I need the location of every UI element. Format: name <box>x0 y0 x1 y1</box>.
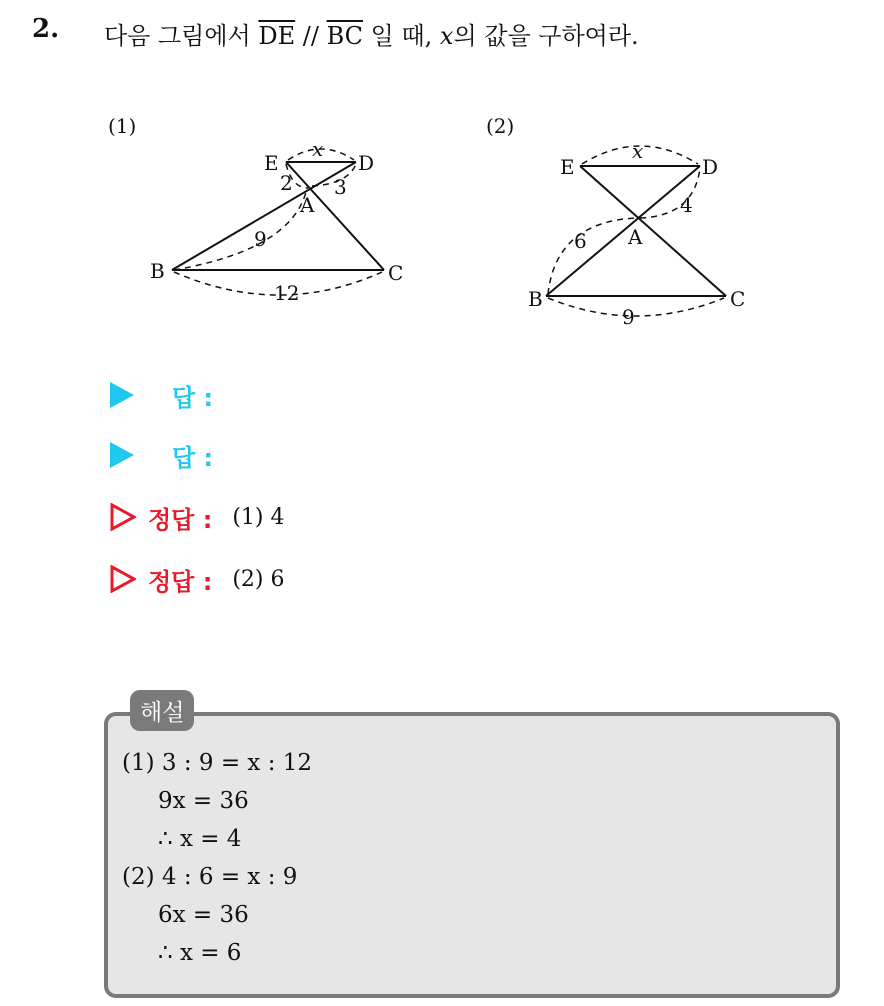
solution-line-1: (1) 3 : 9 = x : 12 <box>122 750 313 776</box>
answer-row-2 <box>110 438 213 472</box>
figure-2-diagram <box>0 0 884 400</box>
point-e-1: E <box>264 151 279 175</box>
key-label-1: 정답 : <box>148 505 213 534</box>
question-text-before: 다음 그림에서 <box>104 22 259 50</box>
parallel-symbol: // <box>295 22 327 50</box>
point-e-2: E <box>560 155 575 179</box>
point-a-1: A <box>300 193 315 217</box>
solution-line-3: ∴ x = 4 <box>158 826 242 852</box>
point-d-2: D <box>702 155 719 179</box>
answer-label-2: 답 : <box>172 443 214 472</box>
length-ed-2: x <box>632 139 644 163</box>
length-ed-1: x <box>312 137 324 161</box>
answer-label-1: 답 : <box>172 383 214 412</box>
key-row-1 <box>110 500 284 534</box>
length-bc-1: 12 <box>274 281 300 305</box>
point-b-2: B <box>528 287 543 311</box>
length-bc-2: 9 <box>622 305 635 329</box>
solution-tab: 해설 <box>130 690 194 731</box>
outline-triangle-icon <box>110 565 136 593</box>
play-marker-icon <box>110 382 134 408</box>
solution-line-4: (2) 4 : 6 = x : 9 <box>122 864 298 890</box>
point-a-2: A <box>628 225 643 249</box>
length-ad-2: 4 <box>680 193 693 217</box>
point-c-2: C <box>730 287 746 311</box>
key-label-2: 정답 : <box>148 567 213 596</box>
answer-row-1 <box>110 378 213 412</box>
key-value-2: (2) 6 <box>232 566 285 592</box>
solution-line-5: 6x = 36 <box>158 902 249 928</box>
outline-triangle-icon <box>110 503 136 531</box>
play-marker-icon <box>110 442 134 468</box>
key-row-2 <box>110 562 284 596</box>
key-value-1: (1) 4 <box>232 504 285 530</box>
segment-de: $\overline{DE}$ <box>258 22 296 50</box>
segment-ec-2 <box>580 166 726 296</box>
segment-bc: $\overline{BC}$ <box>326 22 364 50</box>
length-ad-1: 3 <box>334 175 347 199</box>
figure-2-label: (2) <box>486 114 515 138</box>
length-ba-2: 6 <box>574 229 587 253</box>
segment-db-2 <box>546 166 700 296</box>
point-b-1: B <box>150 259 165 283</box>
length-ba-1: 9 <box>254 227 267 251</box>
dash-arc-bc-2 <box>548 298 724 316</box>
variable-x: x <box>439 22 454 50</box>
question-number: 2. <box>32 14 60 44</box>
question-text-after: 의 값을 구하여라. <box>453 22 639 50</box>
solution-line-6: ∴ x = 6 <box>158 940 242 966</box>
length-ea-1: 2 <box>280 171 293 195</box>
point-d-1: D <box>358 151 375 175</box>
figure-1-label: (1) <box>108 114 137 138</box>
question-text-mid: 일 때, <box>363 22 440 50</box>
solution-line-2: 9x = 36 <box>158 788 249 814</box>
point-c-1: C <box>388 261 404 285</box>
